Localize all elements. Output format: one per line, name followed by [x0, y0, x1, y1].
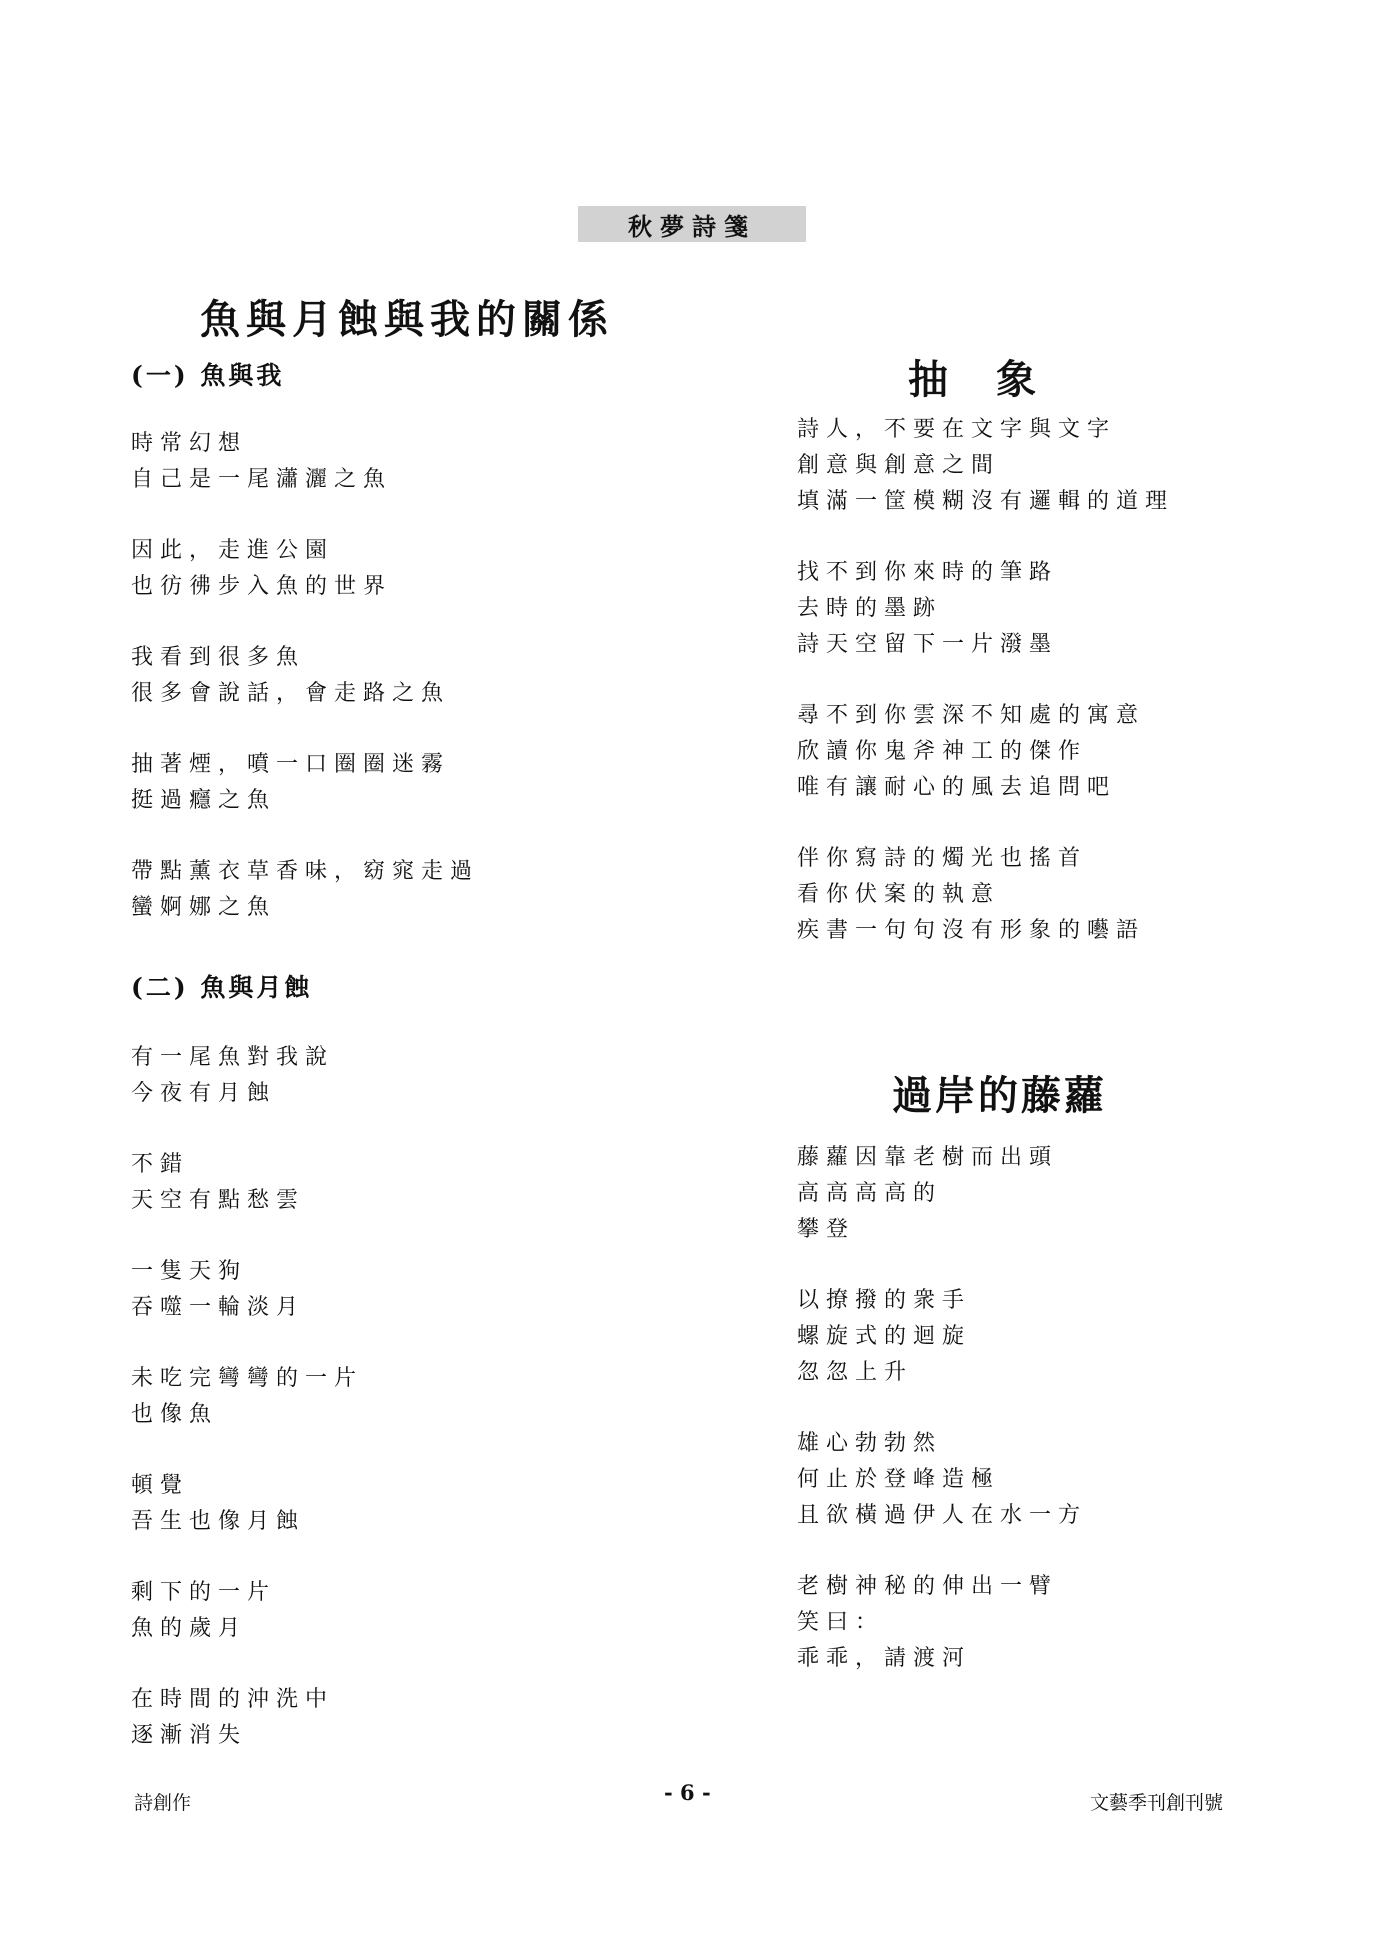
poem-line: 忽忽上升: [797, 1360, 914, 1385]
poem-line: 帶點薰衣草香味，窈窕走過: [131, 859, 480, 884]
poem-line: 欣讀你鬼斧神工的傑作: [797, 739, 1088, 764]
poem-line: 魚的歲月: [131, 1616, 248, 1641]
abstract-stanza-3: [797, 698, 1145, 806]
left-part1-stanza-5: [131, 854, 479, 926]
poem-line: 未吃完彎彎的一片: [131, 1366, 364, 1391]
poem-line: 吞噬一輪淡月: [131, 1295, 306, 1320]
poem-line: 抽著煙，噴一口圈圈迷霧: [131, 752, 451, 777]
poem-line: 因此，走進公園: [131, 538, 335, 563]
poem-line: 挺過癮之魚: [131, 788, 277, 813]
section-heading-1: (一) 魚與我: [131, 361, 285, 390]
left-part1-stanza-1: [131, 426, 392, 498]
poem-line: 攀登: [797, 1217, 856, 1242]
poem-line: 創意與創意之間: [797, 453, 1001, 478]
poem-line: 也彷彿步入魚的世界: [131, 574, 393, 599]
poem-line: 時常幻想: [131, 431, 248, 456]
poem-line: 很多會說話，會走路之魚: [131, 681, 451, 706]
poem-line: 天空有點愁雲: [131, 1188, 306, 1213]
poem-line: 頓覺: [131, 1473, 190, 1498]
left-part2-stanza-2: [131, 1147, 305, 1219]
vine-stanza-3: [797, 1426, 1087, 1534]
poem-line: 螺旋式的迴旋: [797, 1324, 972, 1349]
poem-line: 也像魚: [131, 1402, 219, 1427]
poem-line: 伴你寫詩的燭光也搖首: [797, 846, 1088, 871]
poem-line: 詩天空留下一片潑墨: [797, 632, 1059, 657]
poem-title-abstract: 抽 象: [908, 356, 1040, 403]
left-part2-stanza-5: [131, 1468, 305, 1540]
footer-publication-label: 文藝季刊創刊號: [1090, 1792, 1224, 1814]
poem-line: 吾生也像月蝕: [131, 1509, 306, 1534]
poem-line: 唯有讓耐心的風去追問吧: [797, 775, 1117, 800]
left-part1-stanza-2: [131, 533, 392, 605]
poem-line: 今夜有月蝕: [131, 1081, 277, 1106]
poem-line: 何止於登峰造極: [797, 1467, 1001, 1492]
vine-stanza-2: [797, 1283, 971, 1391]
poem-line: 有一尾魚對我說: [131, 1045, 335, 1070]
poem-line: 藤蘿因靠老樹而出頭: [797, 1145, 1059, 1170]
left-part1-stanza-4: [131, 747, 450, 819]
poem-line: 以撩撥的衆手: [797, 1288, 972, 1313]
poem-line: 尋不到你雲深不知處的寓意: [797, 703, 1146, 728]
footer-section-label: 詩創作: [134, 1792, 192, 1814]
left-part2-stanza-7: [131, 1682, 334, 1754]
left-part1-stanza-3: [131, 640, 450, 712]
poem-line: 笑曰：: [797, 1610, 885, 1635]
column-label: 秋夢詩箋: [578, 206, 806, 242]
abstract-stanza-1: [797, 412, 1174, 520]
left-part2-stanza-3: [131, 1254, 305, 1326]
left-part2-stanza-4: [131, 1361, 363, 1433]
poem-line: 去時的墨跡: [797, 596, 943, 621]
abstract-stanza-4: [797, 841, 1145, 949]
poem-title-fish-eclipse: 魚與月蝕與我的關係: [200, 296, 614, 343]
vine-stanza-1: [797, 1140, 1058, 1248]
page-number: - 6 -: [664, 1780, 711, 1805]
left-part2-stanza-1: [131, 1040, 334, 1112]
poem-line: 詩人，不要在文字與文字: [797, 417, 1117, 442]
poem-line: 不錯: [131, 1152, 190, 1177]
poem-line: 高高高高的: [797, 1181, 943, 1206]
left-part2-stanza-6: [131, 1575, 276, 1647]
poem-line: 蠻婀娜之魚: [131, 895, 277, 920]
abstract-stanza-2: [797, 555, 1058, 663]
poem-title-vine: 過岸的藤蘿: [892, 1072, 1107, 1119]
poem-line: 填滿一筐模糊沒有邏輯的道理: [797, 489, 1175, 514]
poem-line: 乖乖，請渡河: [797, 1646, 972, 1671]
poem-line: 我看到很多魚: [131, 645, 306, 670]
poem-line: 自己是一尾瀟灑之魚: [131, 467, 393, 492]
poem-line: 剩下的一片: [131, 1580, 277, 1605]
poem-line: 找不到你來時的筆路: [797, 560, 1059, 585]
poem-line: 一隻天狗: [131, 1259, 248, 1284]
vine-stanza-4: [797, 1569, 1058, 1677]
poem-line: 老樹神秘的伸出一臂: [797, 1574, 1059, 1599]
poem-line: 逐漸消失: [131, 1723, 248, 1748]
section-heading-2: (二) 魚與月蝕: [131, 973, 313, 1002]
poem-line: 看你伏案的執意: [797, 882, 1001, 907]
poem-line: 雄心勃勃然: [797, 1431, 943, 1456]
poem-line: 且欲橫過伊人在水一方: [797, 1503, 1088, 1528]
poem-line: 疾書一句句沒有形象的囈語: [797, 918, 1146, 943]
poem-line: 在時間的沖洗中: [131, 1687, 335, 1712]
